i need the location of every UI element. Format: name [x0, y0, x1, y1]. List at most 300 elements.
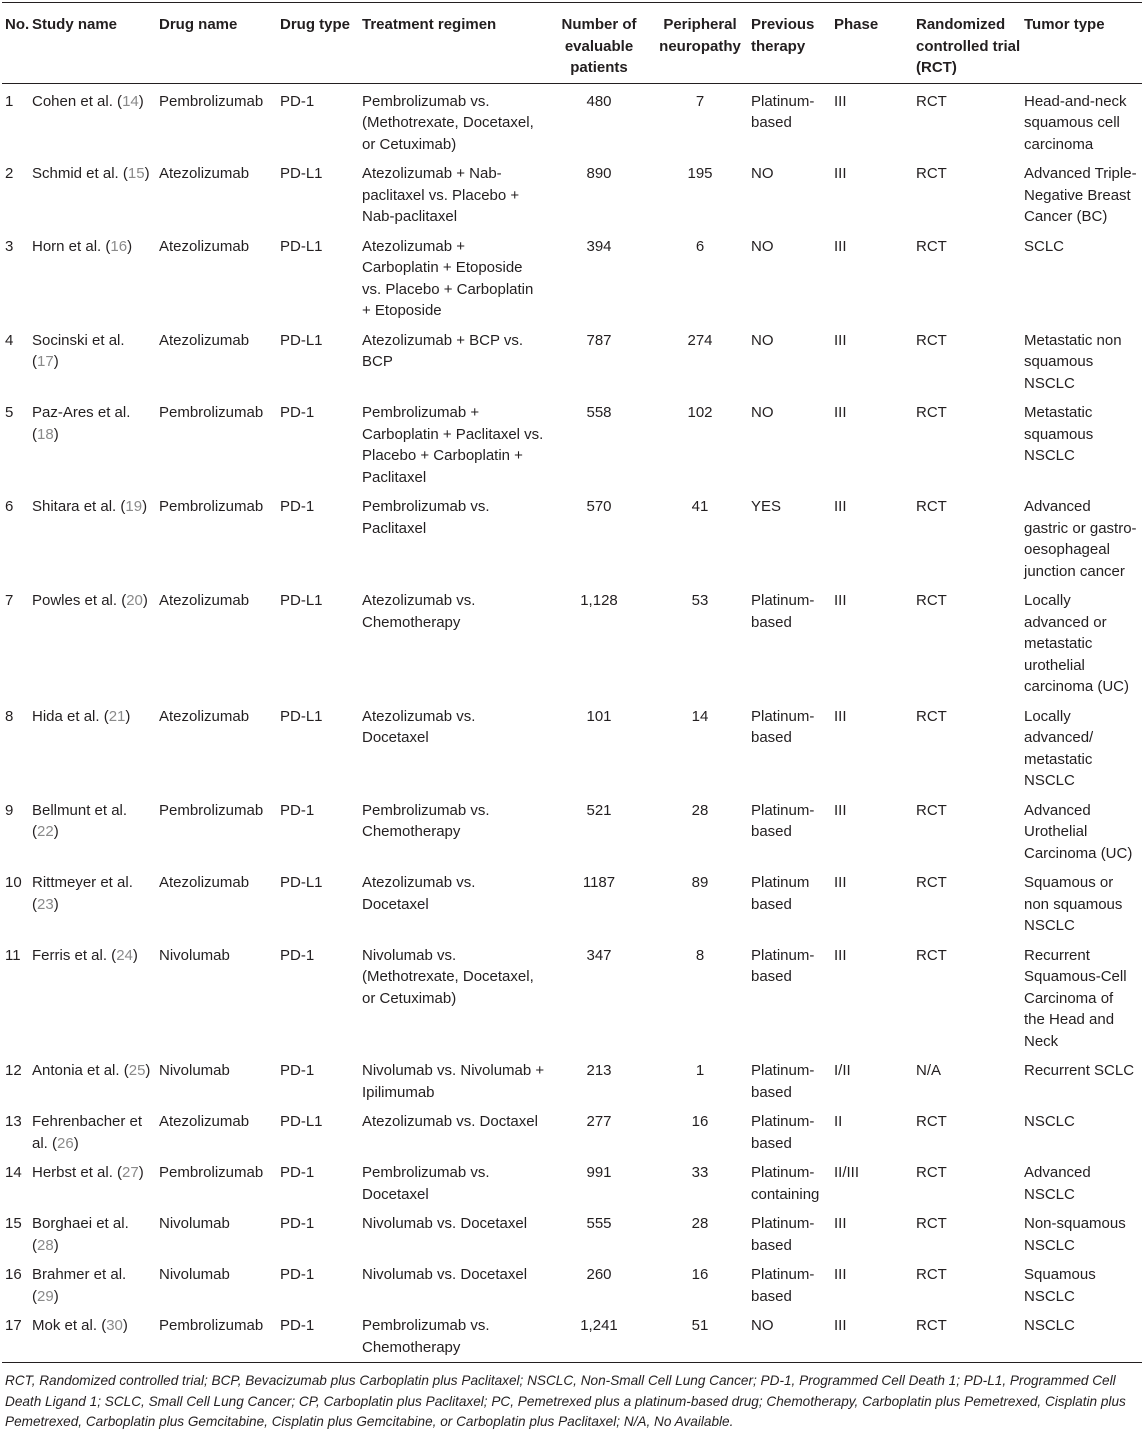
- cell-previous-therapy: [751, 83, 834, 159]
- cell-peripheral-neuropathy-text: 51: [691, 1317, 709, 1334]
- cell-treatment-regimen-text: Atezolizumab + BCP vs. BCP: [362, 331, 524, 370]
- reference-close: ): [53, 353, 59, 370]
- cell-peripheral-neuropathy: [649, 83, 751, 159]
- cell-study-name: [32, 1311, 159, 1363]
- reference-link[interactable]: 22: [37, 823, 54, 840]
- cell-drug-type-text: PD-L1: [280, 707, 323, 725]
- cell-no-text: 14: [5, 1164, 22, 1181]
- cell-evaluable-patients: [549, 1209, 649, 1260]
- cell-no-text: 17: [5, 1317, 22, 1334]
- cell-rct-text: RCT: [916, 92, 947, 110]
- cell-previous-therapy-text: Platinum based: [751, 874, 810, 913]
- cell-previous-therapy-text: Platinum-based: [751, 592, 815, 631]
- cell-treatment-regimen-text: Pembrolizumab vs. (Methotrexate, Docetaxel, or Cetuximab): [362, 92, 534, 153]
- cell-treatment-regimen: [362, 1209, 549, 1260]
- reference-link[interactable]: 19: [125, 498, 143, 515]
- cell-drug-name-text: Pembrolizumab: [159, 1317, 264, 1334]
- table-row: [2, 702, 1142, 796]
- cell-phase: [834, 83, 916, 159]
- cell-study-name: [32, 232, 159, 326]
- cell-study-name: [32, 702, 159, 796]
- cell-peripheral-neuropathy: [649, 1107, 751, 1158]
- cell-rct-text: N/A: [916, 1062, 942, 1079]
- cell-peripheral-neuropathy: [649, 941, 751, 1057]
- cell-evaluable-patients: [549, 232, 649, 326]
- cell-rct-text: RCT: [916, 1164, 947, 1181]
- cell-peripheral-neuropathy: [649, 1260, 751, 1311]
- cell-tumor-type: [1024, 1107, 1142, 1158]
- cell-previous-therapy: [751, 586, 834, 702]
- cell-phase-text: II: [834, 1113, 843, 1130]
- study-author: Borghaei et al. (: [32, 1215, 129, 1254]
- study-author: Brahmer et al. (: [32, 1266, 127, 1305]
- cell-tumor-type-text: NSCLC: [1024, 1113, 1075, 1130]
- reference-link[interactable]: 14: [122, 92, 139, 110]
- header-tumor-type: Tumor type: [1024, 3, 1142, 84]
- reference-link[interactable]: 25: [128, 1062, 146, 1079]
- cell-study-name: [32, 868, 159, 941]
- cell-no-text: 11: [5, 946, 21, 964]
- header-no: No.: [2, 3, 32, 84]
- cell-no-text: 4: [5, 331, 14, 349]
- cell-rct: [916, 1056, 1024, 1107]
- cell-peripheral-neuropathy-text: 8: [695, 946, 705, 964]
- cell-treatment-regimen-text: Pembrolizumab vs. Docetaxel: [362, 1164, 490, 1203]
- reference-close: ): [53, 823, 59, 840]
- cell-peripheral-neuropathy-text: 102: [687, 404, 713, 421]
- cell-tumor-type-text: Squamous or non squamous NSCLC: [1024, 874, 1123, 934]
- cell-drug-name: [159, 326, 280, 399]
- cell-tumor-type: [1024, 941, 1142, 1057]
- cell-peripheral-neuropathy: [649, 398, 751, 492]
- cell-drug-type: [280, 1209, 362, 1260]
- cell-evaluable-patients-text: 558: [586, 404, 612, 421]
- cell-drug-type: [280, 83, 362, 159]
- cell-tumor-type: [1024, 326, 1142, 399]
- study-author: Fehrenbacher et al. (: [32, 1113, 143, 1152]
- cell-evaluable-patients: [549, 941, 649, 1057]
- header-drug-type: Drug type: [280, 3, 362, 84]
- cell-no-text: 1: [5, 92, 14, 110]
- cell-phase: [834, 868, 916, 941]
- header-rct: Randomized controlled trial (RCT): [916, 3, 1024, 84]
- cell-tumor-type-text: Recurrent Squamous-Cell Carcinoma of the Head and Neck: [1024, 946, 1127, 1050]
- cell-peripheral-neuropathy: [649, 868, 751, 941]
- cell-evaluable-patients: [549, 1158, 649, 1209]
- cell-study-name: [32, 941, 159, 1057]
- table-row: [2, 1311, 1142, 1363]
- cell-previous-therapy: [751, 1209, 834, 1260]
- cell-rct: [916, 159, 1024, 232]
- cell-evaluable-patients: [549, 492, 649, 586]
- cell-phase: [834, 1107, 916, 1158]
- cell-peripheral-neuropathy-text: 53: [691, 592, 709, 609]
- cell-treatment-regimen: [362, 796, 549, 869]
- cell-treatment-regimen: [362, 868, 549, 941]
- cell-phase-text: III: [834, 237, 847, 255]
- header-evaluable-patients: Number of evaluable patients: [549, 3, 649, 84]
- cell-previous-therapy: [751, 326, 834, 399]
- cell-treatment-regimen-text: Pembrolizumab + Carboplatin + Paclitaxel vs. Placebo + Carboplatin + Paclitaxel: [362, 404, 544, 486]
- cell-evaluable-patients-text: 991: [586, 1164, 612, 1181]
- cell-evaluable-patients-text: 1,128: [580, 592, 618, 609]
- cell-study-name: [32, 796, 159, 869]
- cell-rct-text: RCT: [916, 1317, 947, 1334]
- reference-link[interactable]: 20: [126, 592, 143, 609]
- cell-evaluable-patients-text: 277: [586, 1113, 612, 1130]
- cell-phase: [834, 1056, 916, 1107]
- cell-no: [2, 1311, 32, 1363]
- cell-evaluable-patients-text: 890: [586, 165, 612, 182]
- cell-phase: [834, 326, 916, 399]
- cell-evaluable-patients-text: 1187: [582, 874, 616, 891]
- cell-drug-name: [159, 159, 280, 232]
- cell-rct-text: RCT: [916, 1113, 947, 1130]
- cell-treatment-regimen: [362, 1056, 549, 1107]
- cell-tumor-type-text: Advanced Urothelial Carcinoma (UC): [1024, 801, 1133, 862]
- table-row: [2, 159, 1142, 232]
- cell-phase: [834, 1209, 916, 1260]
- cell-tumor-type-text: Squamous NSCLC: [1024, 1266, 1096, 1305]
- cell-study-name: [32, 492, 159, 586]
- cell-evaluable-patients-text: 101: [586, 707, 612, 725]
- cell-tumor-type: [1024, 83, 1142, 159]
- study-author: Rittmeyer et al. (: [32, 874, 133, 913]
- cell-tumor-type: [1024, 1158, 1142, 1209]
- reference-close: ): [122, 1317, 128, 1334]
- cell-phase-text: I/II: [834, 1062, 851, 1079]
- cell-drug-name: [159, 941, 280, 1057]
- cell-drug-type-text: PD-1: [280, 92, 315, 110]
- reference-close: ): [53, 1236, 59, 1254]
- cell-tumor-type-text: Head-and-neck squamous cell carcinoma: [1024, 92, 1127, 153]
- cell-previous-therapy: [751, 868, 834, 941]
- reference-link[interactable]: 24: [116, 946, 133, 964]
- cell-tumor-type-text: SCLC: [1024, 237, 1065, 255]
- cell-previous-therapy: [751, 941, 834, 1057]
- cell-phase: [834, 702, 916, 796]
- cell-no: [2, 492, 32, 586]
- reference-close: ): [145, 1062, 151, 1079]
- cell-study-name: [32, 398, 159, 492]
- cell-drug-type-text: PD-L1: [280, 874, 323, 891]
- cell-previous-therapy: [751, 492, 834, 586]
- cell-treatment-regimen-text: Nivolumab vs. (Methotrexate, Docetaxel, or Cetuximab): [362, 946, 534, 1007]
- cell-no-text: 7: [5, 592, 14, 609]
- reference-link[interactable]: 27: [122, 1164, 139, 1181]
- reference-close: ): [73, 1134, 79, 1152]
- cell-peripheral-neuropathy-text: 28: [691, 801, 709, 819]
- cell-peripheral-neuropathy-text: 14: [691, 707, 709, 725]
- cell-drug-type-text: PD-1: [280, 498, 315, 515]
- cell-drug-name: [159, 83, 280, 159]
- table-row: [2, 398, 1142, 492]
- cell-peripheral-neuropathy: [649, 796, 751, 869]
- cell-rct-text: RCT: [916, 801, 947, 819]
- reference-link[interactable]: 21: [108, 707, 126, 725]
- study-author: Horn et al. (: [32, 237, 111, 255]
- header-peripheral-neuropathy: Peripheral neuropathy: [649, 3, 751, 84]
- cell-peripheral-neuropathy: [649, 232, 751, 326]
- table-container: [2, 2, 1142, 1433]
- cell-drug-type: [280, 159, 362, 232]
- cell-treatment-regimen-text: Atezolizumab + Nab-paclitaxel vs. Placebo + Nab-paclitaxel: [362, 165, 520, 225]
- reference-link[interactable]: 26: [57, 1134, 74, 1152]
- cell-rct-text: RCT: [916, 1266, 947, 1283]
- cell-drug-name-text: Pembrolizumab: [159, 801, 264, 819]
- cell-treatment-regimen-text: Atezolizumab vs. Docetaxel: [362, 707, 476, 746]
- cell-previous-therapy-text: NO: [751, 331, 774, 349]
- cell-peripheral-neuropathy-text: 274: [687, 331, 713, 349]
- cell-tumor-type: [1024, 1209, 1142, 1260]
- cell-treatment-regimen-text: Nivolumab vs. Docetaxel: [362, 1215, 528, 1232]
- cell-rct-text: RCT: [916, 1215, 947, 1232]
- cell-drug-type: [280, 586, 362, 702]
- cell-no: [2, 83, 32, 159]
- header-study-name: Study name: [32, 3, 159, 84]
- cell-rct: [916, 1260, 1024, 1311]
- cell-rct-text: RCT: [916, 331, 947, 349]
- cell-treatment-regimen-text: Nivolumab vs. Nivolumab + Ipilimumab: [362, 1062, 545, 1101]
- cell-drug-type-text: PD-1: [280, 801, 315, 819]
- cell-peripheral-neuropathy: [649, 1311, 751, 1363]
- cell-evaluable-patients: [549, 398, 649, 492]
- table-row: [2, 796, 1142, 869]
- reference-link[interactable]: 30: [106, 1317, 123, 1334]
- cell-study-name: [32, 586, 159, 702]
- cell-no-text: 13: [5, 1113, 22, 1130]
- cell-drug-name: [159, 702, 280, 796]
- study-author: Herbst et al. (: [32, 1164, 123, 1181]
- cell-no: [2, 1158, 32, 1209]
- cell-tumor-type: [1024, 702, 1142, 796]
- cell-phase-text: III: [834, 92, 847, 110]
- cell-treatment-regimen: [362, 398, 549, 492]
- reference-close: ): [142, 592, 148, 609]
- cell-peripheral-neuropathy: [649, 702, 751, 796]
- cell-treatment-regimen-text: Pembrolizumab vs. Chemotherapy: [362, 801, 490, 840]
- cell-drug-type-text: PD-L1: [280, 331, 323, 349]
- reference-close: ): [53, 1287, 59, 1305]
- cell-drug-name-text: Pembrolizumab: [159, 498, 264, 515]
- cell-no: [2, 398, 32, 492]
- reference-link[interactable]: 23: [37, 895, 54, 913]
- cell-no: [2, 796, 32, 869]
- cell-drug-type: [280, 492, 362, 586]
- cell-no: [2, 326, 32, 399]
- cell-no-text: 6: [5, 498, 14, 515]
- cell-drug-type: [280, 398, 362, 492]
- cell-drug-name: [159, 1311, 280, 1363]
- cell-tumor-type: [1024, 796, 1142, 869]
- cell-tumor-type: [1024, 1311, 1142, 1363]
- cell-evaluable-patients-text: 480: [586, 92, 612, 110]
- table-row: [2, 326, 1142, 399]
- cell-treatment-regimen-text: Atezolizumab vs. Doctaxel: [362, 1113, 538, 1130]
- cell-treatment-regimen: [362, 1311, 549, 1363]
- cell-rct-text: RCT: [916, 946, 947, 964]
- reference-close: ): [53, 895, 59, 913]
- reference-close: ): [132, 946, 138, 964]
- reference-close: ): [125, 707, 131, 725]
- cell-tumor-type-text: Metastatic non squamous NSCLC: [1024, 331, 1122, 392]
- cell-evaluable-patients: [549, 1311, 649, 1363]
- cell-drug-type: [280, 326, 362, 399]
- cell-evaluable-patients-text: 570: [586, 498, 612, 515]
- cell-tumor-type: [1024, 232, 1142, 326]
- cell-no-text: 15: [5, 1215, 22, 1232]
- reference-close: ): [144, 165, 150, 182]
- reference-link[interactable]: 15: [127, 165, 145, 182]
- cell-previous-therapy: [751, 1311, 834, 1363]
- reference-close: ): [142, 498, 148, 515]
- cell-drug-type: [280, 868, 362, 941]
- cell-previous-therapy: [751, 1107, 834, 1158]
- reference-link[interactable]: 18: [37, 425, 54, 443]
- cell-treatment-regimen: [362, 1158, 549, 1209]
- cell-rct-text: RCT: [916, 237, 947, 255]
- cell-peripheral-neuropathy-text: 89: [691, 874, 709, 891]
- cell-treatment-regimen: [362, 941, 549, 1057]
- table-row: [2, 1107, 1142, 1158]
- study-author: Bellmunt et al. (: [32, 801, 128, 840]
- cell-drug-type: [280, 1260, 362, 1311]
- cell-drug-name: [159, 398, 280, 492]
- cell-drug-name-text: Atezolizumab: [159, 331, 250, 349]
- cell-phase: [834, 492, 916, 586]
- cell-phase-text: III: [834, 498, 847, 515]
- cell-drug-type: [280, 941, 362, 1057]
- cell-drug-name: [159, 796, 280, 869]
- cell-rct: [916, 83, 1024, 159]
- cell-peripheral-neuropathy-text: 7: [695, 92, 705, 110]
- cell-treatment-regimen: [362, 83, 549, 159]
- cell-peripheral-neuropathy-text: 33: [691, 1164, 709, 1181]
- cell-phase-text: III: [834, 165, 847, 182]
- header-treatment-regimen: Treatment regimen: [362, 3, 549, 84]
- study-author: Mok et al. (: [32, 1317, 107, 1334]
- cell-tumor-type: [1024, 159, 1142, 232]
- study-table: [2, 2, 1142, 1363]
- cell-tumor-type-text: Recurrent SCLC: [1024, 1062, 1135, 1079]
- cell-rct-text: RCT: [916, 592, 947, 609]
- cell-drug-name-text: Atezolizumab: [159, 592, 250, 609]
- cell-study-name: [32, 159, 159, 232]
- reference-link[interactable]: 29: [37, 1287, 54, 1305]
- cell-phase-text: III: [834, 404, 847, 421]
- cell-no-text: 16: [5, 1266, 22, 1283]
- cell-study-name: [32, 1209, 159, 1260]
- cell-treatment-regimen-text: Atezolizumab vs. Chemotherapy: [362, 592, 476, 631]
- cell-drug-name: [159, 1209, 280, 1260]
- study-author: Shitara et al. (: [32, 498, 126, 515]
- table-row: [2, 492, 1142, 586]
- cell-phase: [834, 159, 916, 232]
- cell-drug-name: [159, 492, 280, 586]
- cell-drug-name: [159, 586, 280, 702]
- cell-previous-therapy-text: NO: [751, 1317, 774, 1334]
- cell-previous-therapy-text: Platinum-containing: [751, 1164, 820, 1203]
- cell-evaluable-patients: [549, 868, 649, 941]
- reference-link[interactable]: 16: [110, 237, 128, 255]
- cell-drug-name-text: Pembrolizumab: [159, 404, 264, 421]
- cell-treatment-regimen: [362, 586, 549, 702]
- cell-drug-type-text: PD-L1: [280, 165, 323, 182]
- cell-treatment-regimen: [362, 326, 549, 399]
- cell-rct: [916, 586, 1024, 702]
- cell-treatment-regimen-text: Nivolumab vs. Docetaxel: [362, 1266, 528, 1283]
- cell-previous-therapy-text: Platinum-based: [751, 1113, 815, 1152]
- cell-evaluable-patients: [549, 1107, 649, 1158]
- study-author: Cohen et al. (: [32, 92, 123, 110]
- cell-tumor-type-text: Locally advanced or metastatic urothelial carcinoma (UC): [1024, 592, 1130, 695]
- cell-evaluable-patients: [549, 702, 649, 796]
- reference-close: ): [127, 237, 133, 255]
- reference-close: ): [138, 1164, 144, 1181]
- cell-previous-therapy-text: Platinum-based: [751, 707, 815, 746]
- cell-no: [2, 941, 32, 1057]
- cell-no-text: 9: [5, 801, 14, 819]
- cell-phase-text: III: [834, 331, 847, 349]
- cell-rct: [916, 1209, 1024, 1260]
- cell-no: [2, 1107, 32, 1158]
- header-phase: Phase: [834, 3, 916, 84]
- cell-tumor-type-text: Advanced Triple-Negative Breast Cancer (BC): [1024, 165, 1137, 225]
- cell-drug-name: [159, 1260, 280, 1311]
- cell-evaluable-patients: [549, 83, 649, 159]
- cell-previous-therapy-text: Platinum-based: [751, 946, 815, 985]
- cell-no-text: 10: [5, 874, 22, 891]
- cell-evaluable-patients-text: 213: [586, 1062, 612, 1079]
- cell-rct-text: RCT: [916, 874, 947, 891]
- cell-drug-name: [159, 1056, 280, 1107]
- cell-rct-text: RCT: [916, 165, 947, 182]
- cell-drug-type-text: PD-1: [280, 1164, 315, 1181]
- cell-no-text: 12: [5, 1062, 22, 1079]
- cell-evaluable-patients: [549, 796, 649, 869]
- cell-no: [2, 1260, 32, 1311]
- cell-no: [2, 1056, 32, 1107]
- cell-tumor-type: [1024, 492, 1142, 586]
- cell-drug-type-text: PD-1: [280, 1215, 315, 1232]
- cell-treatment-regimen-text: Atezolizumab + Carboplatin + Etoposide vs. Placebo + Carboplatin + Etoposide: [362, 237, 534, 319]
- cell-evaluable-patients-text: 521: [586, 801, 612, 819]
- cell-drug-name: [159, 1107, 280, 1158]
- cell-no: [2, 868, 32, 941]
- cell-evaluable-patients-text: 1,241: [580, 1317, 618, 1334]
- cell-drug-name-text: Nivolumab: [159, 1062, 230, 1079]
- cell-tumor-type-text: Metastatic squamous NSCLC: [1024, 404, 1094, 464]
- cell-drug-type: [280, 1056, 362, 1107]
- cell-no-text: 3: [5, 237, 14, 255]
- cell-previous-therapy: [751, 232, 834, 326]
- cell-phase: [834, 796, 916, 869]
- cell-peripheral-neuropathy: [649, 586, 751, 702]
- reference-close: ): [138, 92, 144, 110]
- cell-previous-therapy: [751, 1260, 834, 1311]
- cell-drug-type: [280, 702, 362, 796]
- reference-link[interactable]: 28: [37, 1236, 54, 1254]
- cell-peripheral-neuropathy-text: 195: [687, 165, 713, 182]
- reference-link[interactable]: 17: [37, 353, 54, 370]
- cell-evaluable-patients: [549, 1260, 649, 1311]
- study-author: Socinski et al. (: [32, 331, 125, 370]
- cell-rct: [916, 796, 1024, 869]
- cell-phase-text: III: [834, 801, 847, 819]
- cell-treatment-regimen-text: Pembrolizumab vs. Chemotherapy: [362, 1317, 490, 1356]
- cell-evaluable-patients-text: 260: [586, 1266, 612, 1283]
- cell-phase: [834, 941, 916, 1057]
